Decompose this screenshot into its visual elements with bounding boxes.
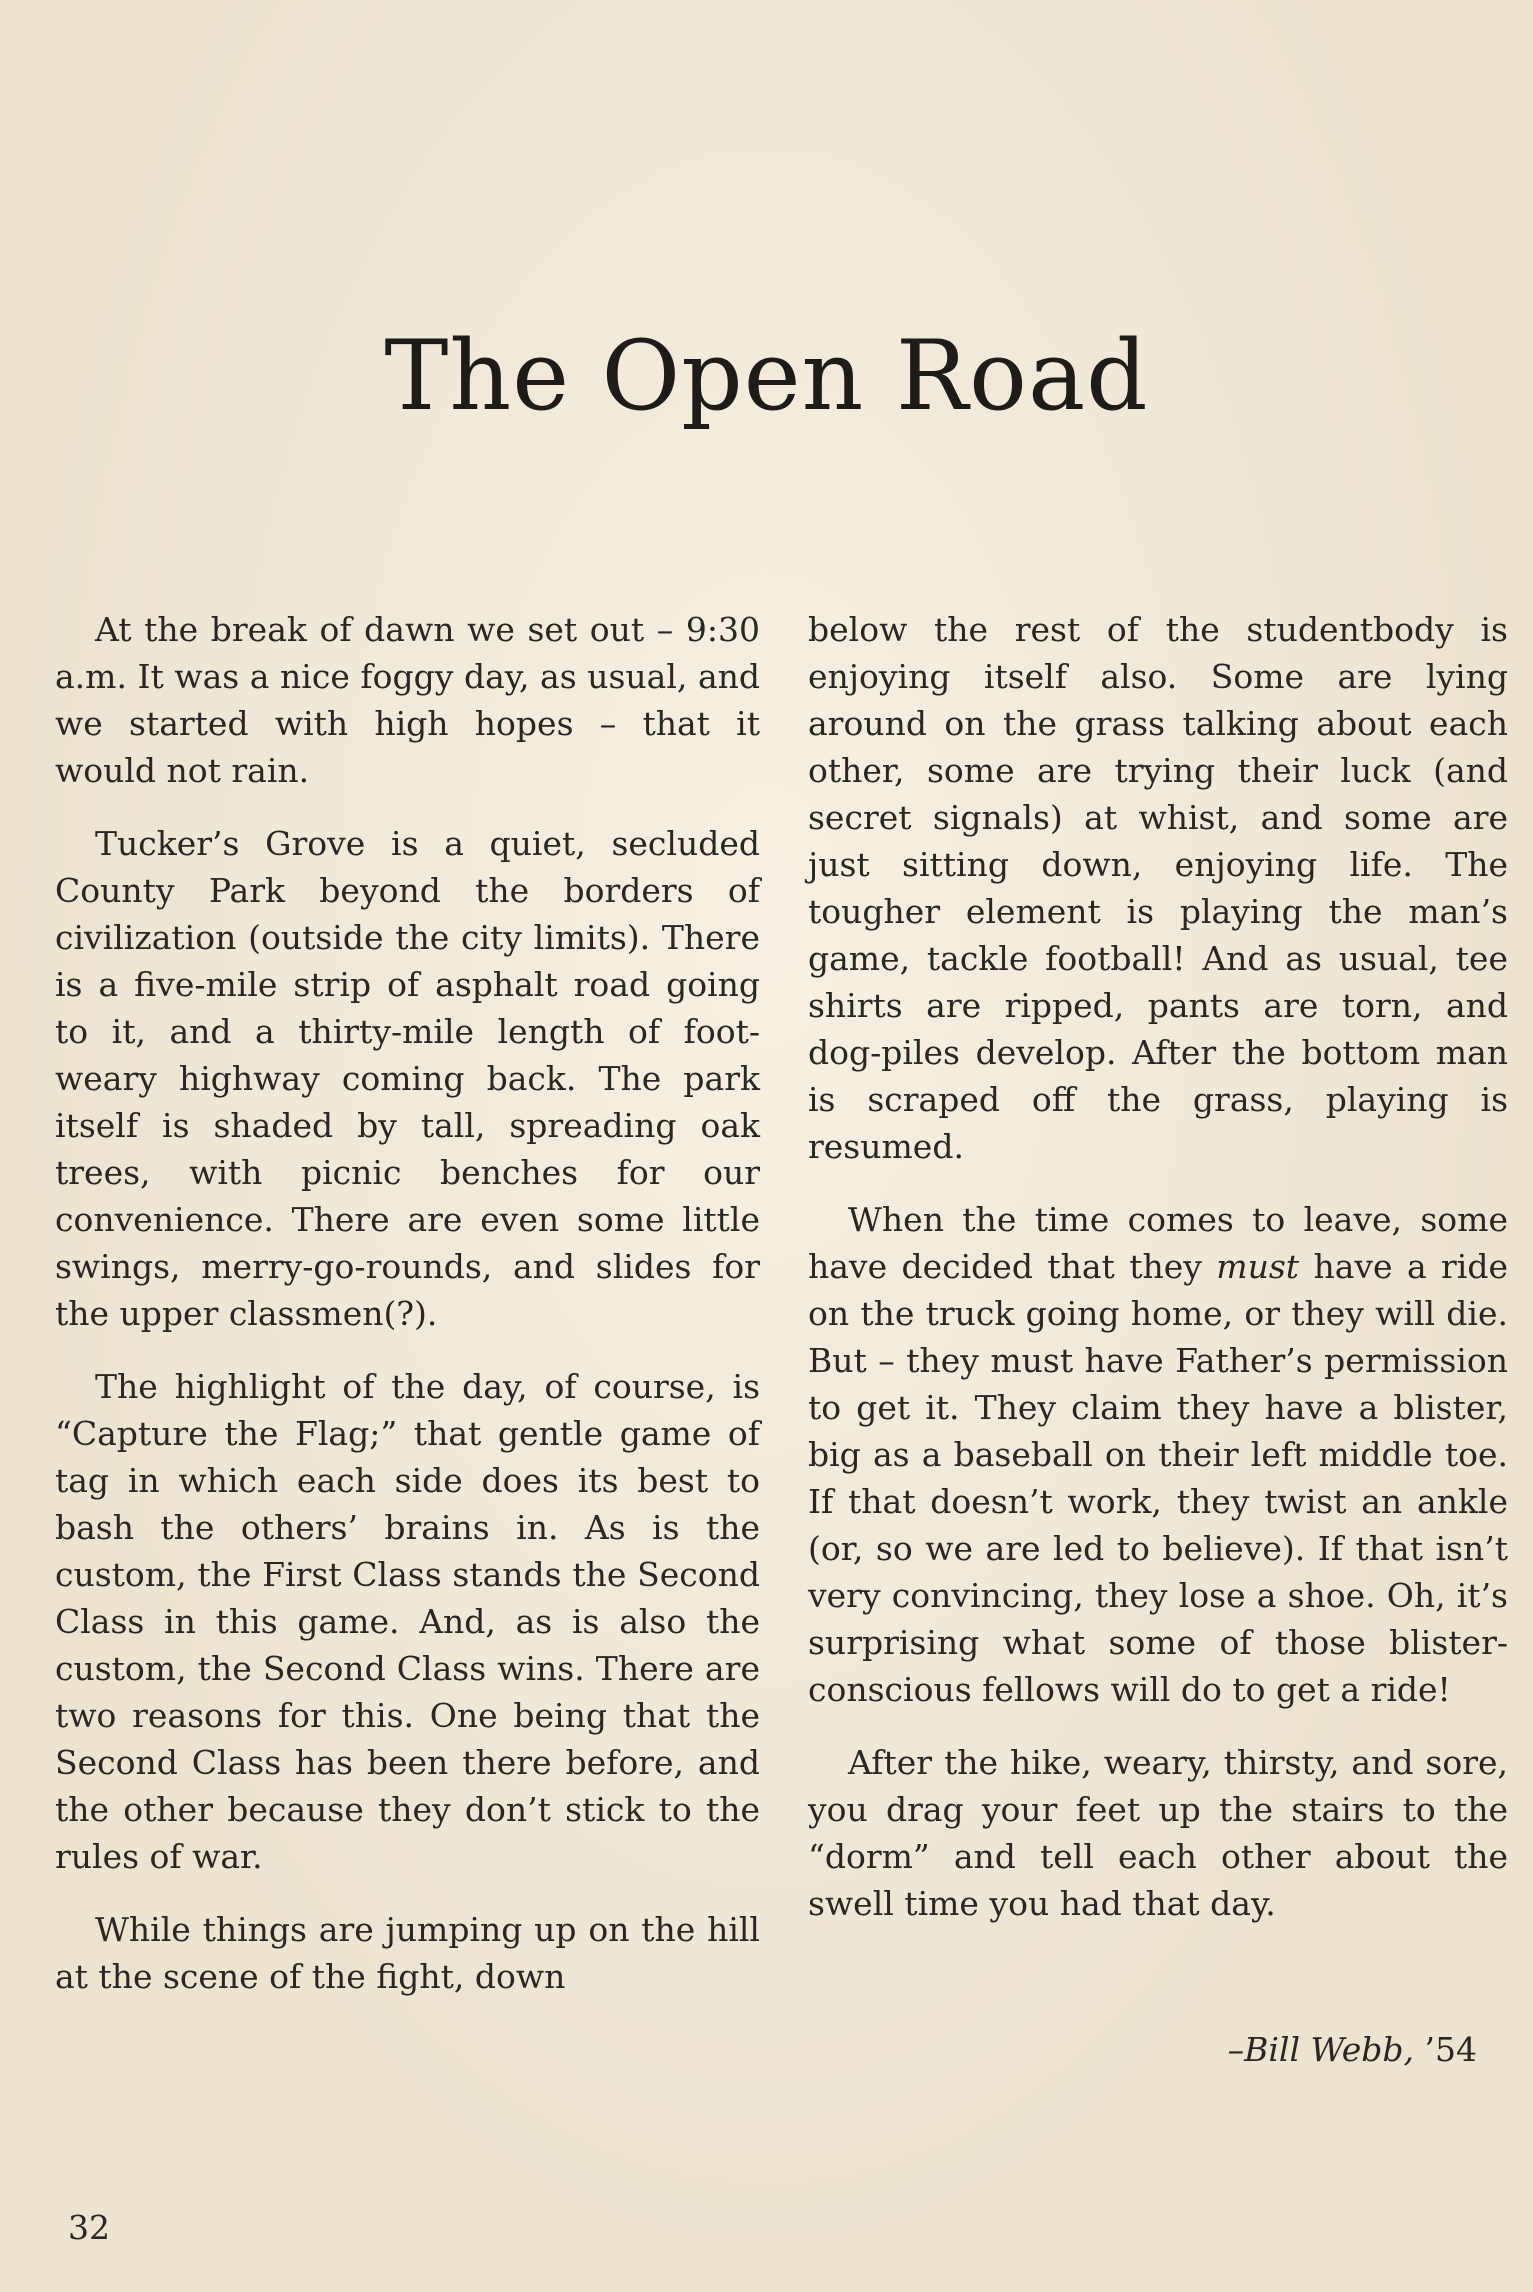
paragraph-3: The highlight of the day, of course, is “Capture the Flag;” that gentle game of tag in which each side does its best to bash the others’ brains in. As is the custom, the First Class stands the Second Class in this game. And, as is also the custom, the Second Class wins. There are two reasons for this. One being that the Second Class has been there before, and the other because they don’t stick to the rules of war. bbox=[55, 1367, 760, 1876]
left-column bbox=[55, 606, 760, 2000]
paragraph-5 bbox=[808, 1196, 1508, 1713]
paragraph-5-emphasis: must bbox=[1216, 1247, 1300, 1286]
paragraph-2: Tucker’s Grove is a quiet, secluded County Park beyond the borders of civilization (outside the city limits). There is a five-mile strip of asphalt road going to it, and a thirty-mile length of foot-weary highway coming back. The park itself is shaded by tall, spreading oak trees, with picnic benches for our convenience. There are even some little swings, merry-go-rounds, and slides for the upper classmen(?). bbox=[55, 824, 760, 1333]
author-class-year: ’54 bbox=[1414, 2030, 1477, 2069]
author-name: –Bill Webb, bbox=[1227, 2030, 1415, 2069]
right-column bbox=[808, 606, 1508, 1927]
paragraph-4-continued: below the rest of the studentbody is enjoying itself also. Some are lying around on the grass talking about each other, some are trying their luck (and secret signals) at whist, and some are just sitting down, enjoying life. The tougher element is playing the man’s game, tackle football! And as usual, tee shirts are ripped, pants are torn, and dog-piles develop. After the bottom man is scraped off the grass, playing is resumed. bbox=[808, 610, 1508, 1166]
paragraph-4: While things are jumping up on the hill at the scene of the fight, down bbox=[55, 1910, 760, 1996]
paragraph-5-before: When the time comes to leave, some have decided that they bbox=[808, 1200, 1508, 1286]
paragraph-5-after: have a ride on the truck going home, or they will die. But – they must have Father’s permission to get it. They claim they have a blister, big as a baseball on their left middle toe. If that doesn’t work, they twist an ankle (or, so we are led to believe). If that isn’t very convincing, they lose a shoe. Oh, it’s surprising what some of those blister-conscious fellows will do to get a ride! bbox=[808, 1247, 1508, 1709]
paragraph-6: After the hike, weary, thirsty, and sore, you drag your feet up the stairs to the “dorm” and tell each other about the swell time you had that day. bbox=[808, 1743, 1508, 1923]
author-signature bbox=[1228, 2030, 1477, 2069]
paragraph-1: At the break of dawn we set out – 9:30 a.m. It was a nice foggy day, as usual, and we started with high hopes – that it would not rain. bbox=[55, 610, 760, 790]
article-title: The Open Road bbox=[384, 320, 1149, 432]
page-number: 32 bbox=[68, 2208, 110, 2247]
